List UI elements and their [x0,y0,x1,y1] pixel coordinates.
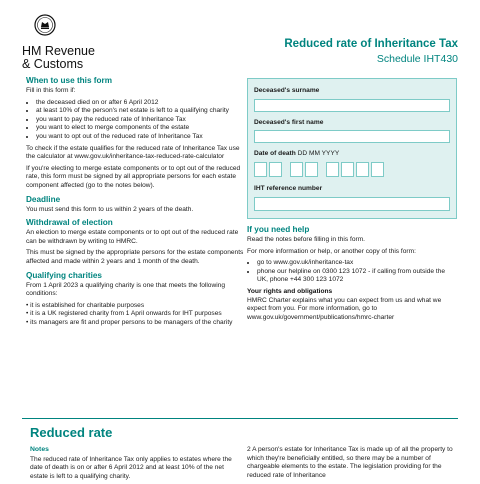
right-column [247,78,457,325]
electing-text: If you're electing to merge estate components or to opt out of the reduced rate, this form must be signed by all appropriate persons for each estate component affected (go to the notes below). [26,164,241,189]
surname-label: Deceased's surname [254,87,320,94]
more-info: For more information or help, or another copy of this form: [247,247,416,255]
charities-list [26,302,244,328]
fill-list [26,99,244,142]
rights-heading: Your rights and obligations [247,287,333,295]
iht-ref-label: IHT reference number [254,185,323,193]
withdrawal-heading: Withdrawal of election [26,218,113,228]
year-digit-box[interactable] [356,162,369,177]
notes-text: The reduced rate of Inheritance Tax only applies to estates where the date of death is on or after 6 April 2012 and at least 10% of the net estate is left to a qualifying charity. [30,455,232,480]
list-item: • at least 10% of the person's net estate is left to a qualifying charity [36,107,244,116]
when-heading: When to use this form [26,76,112,85]
rights-text: HMRC Charter explains what you can expect from us and what we expect from you. For more information, go to www.gov.uk/government/publications/hmrc-charter [247,296,442,321]
day-digit-box[interactable] [254,162,267,177]
reduced-rate-heading: Reduced rate [30,425,113,440]
deceased-details-form [247,78,457,219]
list-item: • you want to elect to merge components of the estate [36,124,244,133]
date-of-death-label: Date of death DD MM YYYY [254,150,340,158]
month-digit-box[interactable] [305,162,318,177]
form-title-block [284,38,458,65]
surname-field[interactable] [254,99,450,112]
list-item: • phone our helpline on 0300 123 1072 - if calling from outside the UK, phone +44 300 123 1072 [257,268,457,285]
date-of-death-field [254,162,384,177]
page-subtitle: Schedule IHT430 [376,53,458,65]
withdrawal-text: An election to merge estate components or to opt out of the reduced rate can be withdrawn by writing to HMRC. [26,229,239,245]
deadline-text: You must send this form to us within 2 years of the death. [26,205,194,213]
day-digit-box[interactable] [269,162,282,177]
iht-ref-field[interactable] [254,197,450,211]
firstname-field[interactable] [254,130,450,143]
notes-left [30,446,235,484]
royal-crest-icon [34,14,56,36]
page-title: Reduced rate of Inheritance Tax [284,38,458,50]
note-2: 2 A person's estate for Inheritance Tax is made up of all the property to which they're beneficially entitled, so there may be a number of chargeable elements to the estate. The legislation providing for the reduced rate of Inheritance [247,446,453,479]
year-digit-box[interactable] [371,162,384,177]
list-item: • you want to opt out of the reduced rate of Inheritance Tax [36,133,244,142]
check-text: To check if the estate qualifies for the reduced rate of Inheritance Tax use the calculator at www.gov.uk/inheritance-tax-reduced-rate-calculator [26,144,240,161]
deadline-heading: Deadline [26,194,61,204]
list-item: • its managers are fit and proper persons to be managers of the charity [26,318,233,326]
list-item: • go to www.gov.uk/inheritance-tax [257,259,457,268]
list-item: • it is established for charitable purposes [26,301,145,309]
year-digit-box[interactable] [341,162,354,177]
read-notes: Read the notes before filling in this form. [247,236,366,243]
help-list [247,259,457,285]
date-hint: DD MM YYYY [297,150,340,158]
charities-intro: From 1 April 2023 a qualifying charity is one that meets the following conditions: [26,281,226,298]
list-item: • you want to pay the reduced rate of Inheritance Tax [36,116,244,125]
notes-right [247,446,457,483]
left-column [26,72,244,330]
hmrc-logo [22,14,142,71]
fill-intro: Fill in this form if: [26,87,76,94]
org-name: HM Revenue & Customs [22,44,95,71]
list-item: • it is a UK registered charity from 1 April onwards for IHT purposes [26,310,222,318]
section-divider [22,418,458,419]
charities-heading: Qualifying charities [26,270,102,280]
help-heading: If you need help [247,225,310,234]
notes-heading: Notes [30,446,49,453]
month-digit-box[interactable] [290,162,303,177]
list-item: • the deceased died on or after 6 April 2012 [36,99,244,108]
firstname-label: Deceased's first name [254,118,324,126]
year-digit-box[interactable] [326,162,339,177]
withdrawal-text: This must be signed by the appropriate persons for the estate components affected and made within 2 years and 1 month of the death. [26,249,244,265]
